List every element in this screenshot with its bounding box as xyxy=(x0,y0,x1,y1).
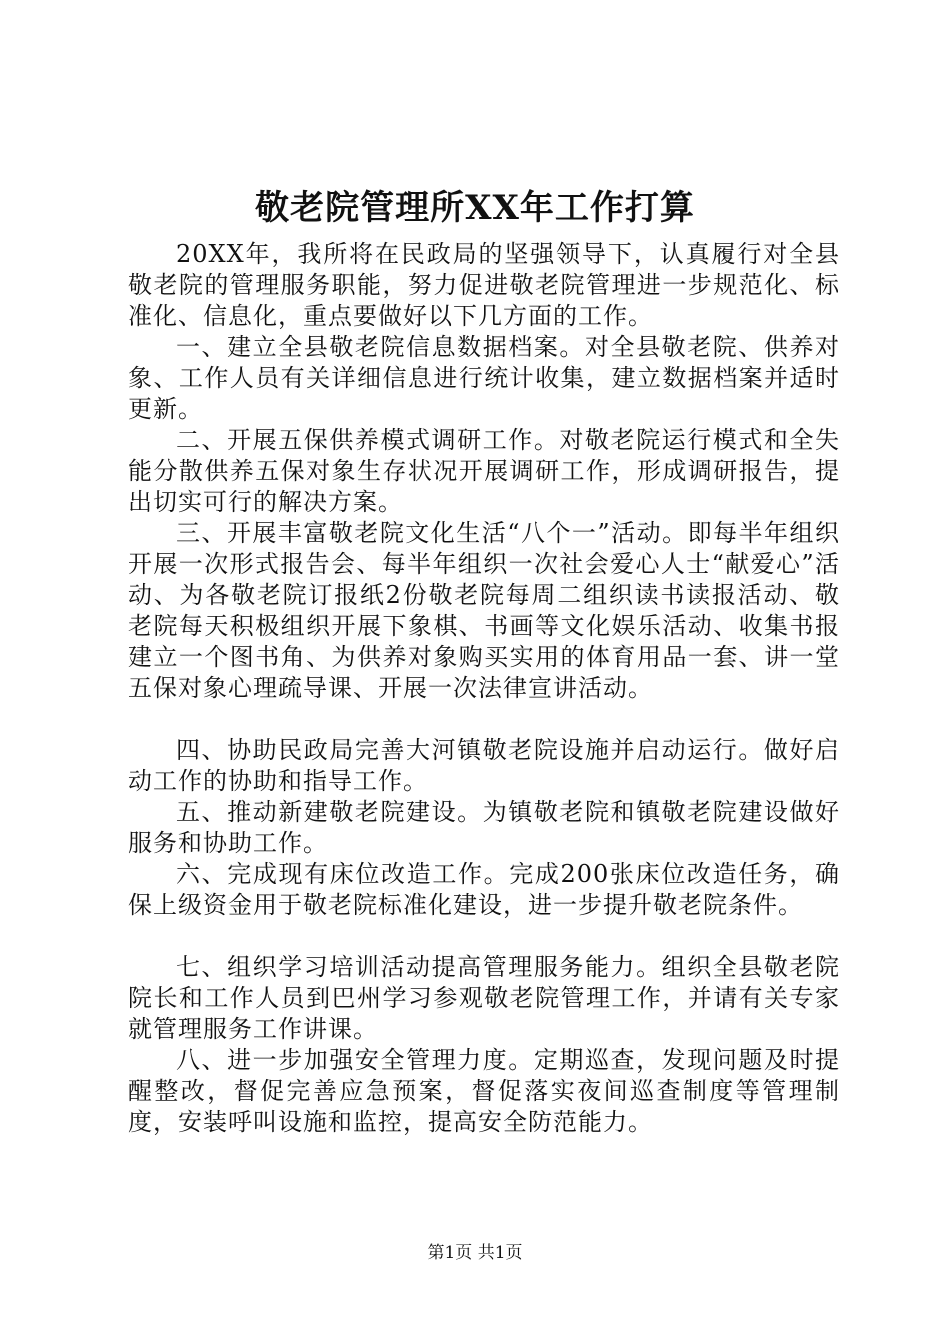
item-5-paragraph: 五、推动新建敬老院建设。为镇敬老院和镇敬老院建设做好服务和协助工作。 xyxy=(128,798,840,857)
intro-paragraph: 20XX年，我所将在民政局的坚强领导下，认真履行对全县敬老院的管理服务职能，努力促进敬老院管理进一步规范化、标准化、信息化，重点要做好以下几方面的工作。 xyxy=(128,240,840,330)
item-6-paragraph: 六、完成现有床位改造工作。完成200张床位改造任务，确保上级资金用于敬老院标准化建设，进一步提升敬老院条件。 xyxy=(128,860,840,919)
item-2-paragraph: 二、开展五保供养模式调研工作。对敬老院运行模式和全失能分散供养五保对象生存状况开展调研工作，形成调研报告，提出切实可行的解决方案。 xyxy=(128,426,840,516)
document-body xyxy=(128,239,840,1138)
item-8-paragraph: 八、进一步加强安全管理力度。定期巡查，发现问题及时提醒整改，督促完善应急预案，督促落实夜间巡查制度等管理制度，安装呼叫设施和监控，提高安全防范能力。 xyxy=(128,1046,840,1136)
item-4-paragraph: 四、协助民政局完善大河镇敬老院设施并启动运行。做好启动工作的协助和指导工作。 xyxy=(128,736,840,795)
item-3-paragraph: 三、开展丰富敬老院文化生活“八个一”活动。即每半年组织开展一次形式报告会、每半年组织一次社会爱心人士“献爱心”活动、为各敬老院订报纸2份敬老院每周二组织读书读报活动、敬老院每天积极组织开展下象棋、书画等文化娱乐活动、收集书报建立一个图书角、为供养对象购买实用的体育用品一套、讲一堂五保对象心理疏导课、开展一次法律宣讲活动。 xyxy=(128,519,840,702)
item-7-paragraph: 七、组织学习培训活动提高管理服务能力。组织全县敬老院院长和工作人员到巴州学习参观敬老院管理工作，并请有关专家就管理服务工作讲课。 xyxy=(128,953,840,1043)
document-title: 敬老院管理所XX年工作打算 xyxy=(255,188,695,228)
page-footer: 第1页 共1页 xyxy=(427,1243,523,1263)
item-1-paragraph: 一、建立全县敬老院信息数据档案。对全县敬老院、供养对象、工作人员有关详细信息进行统计收集，建立数据档案并适时更新。 xyxy=(128,333,840,423)
